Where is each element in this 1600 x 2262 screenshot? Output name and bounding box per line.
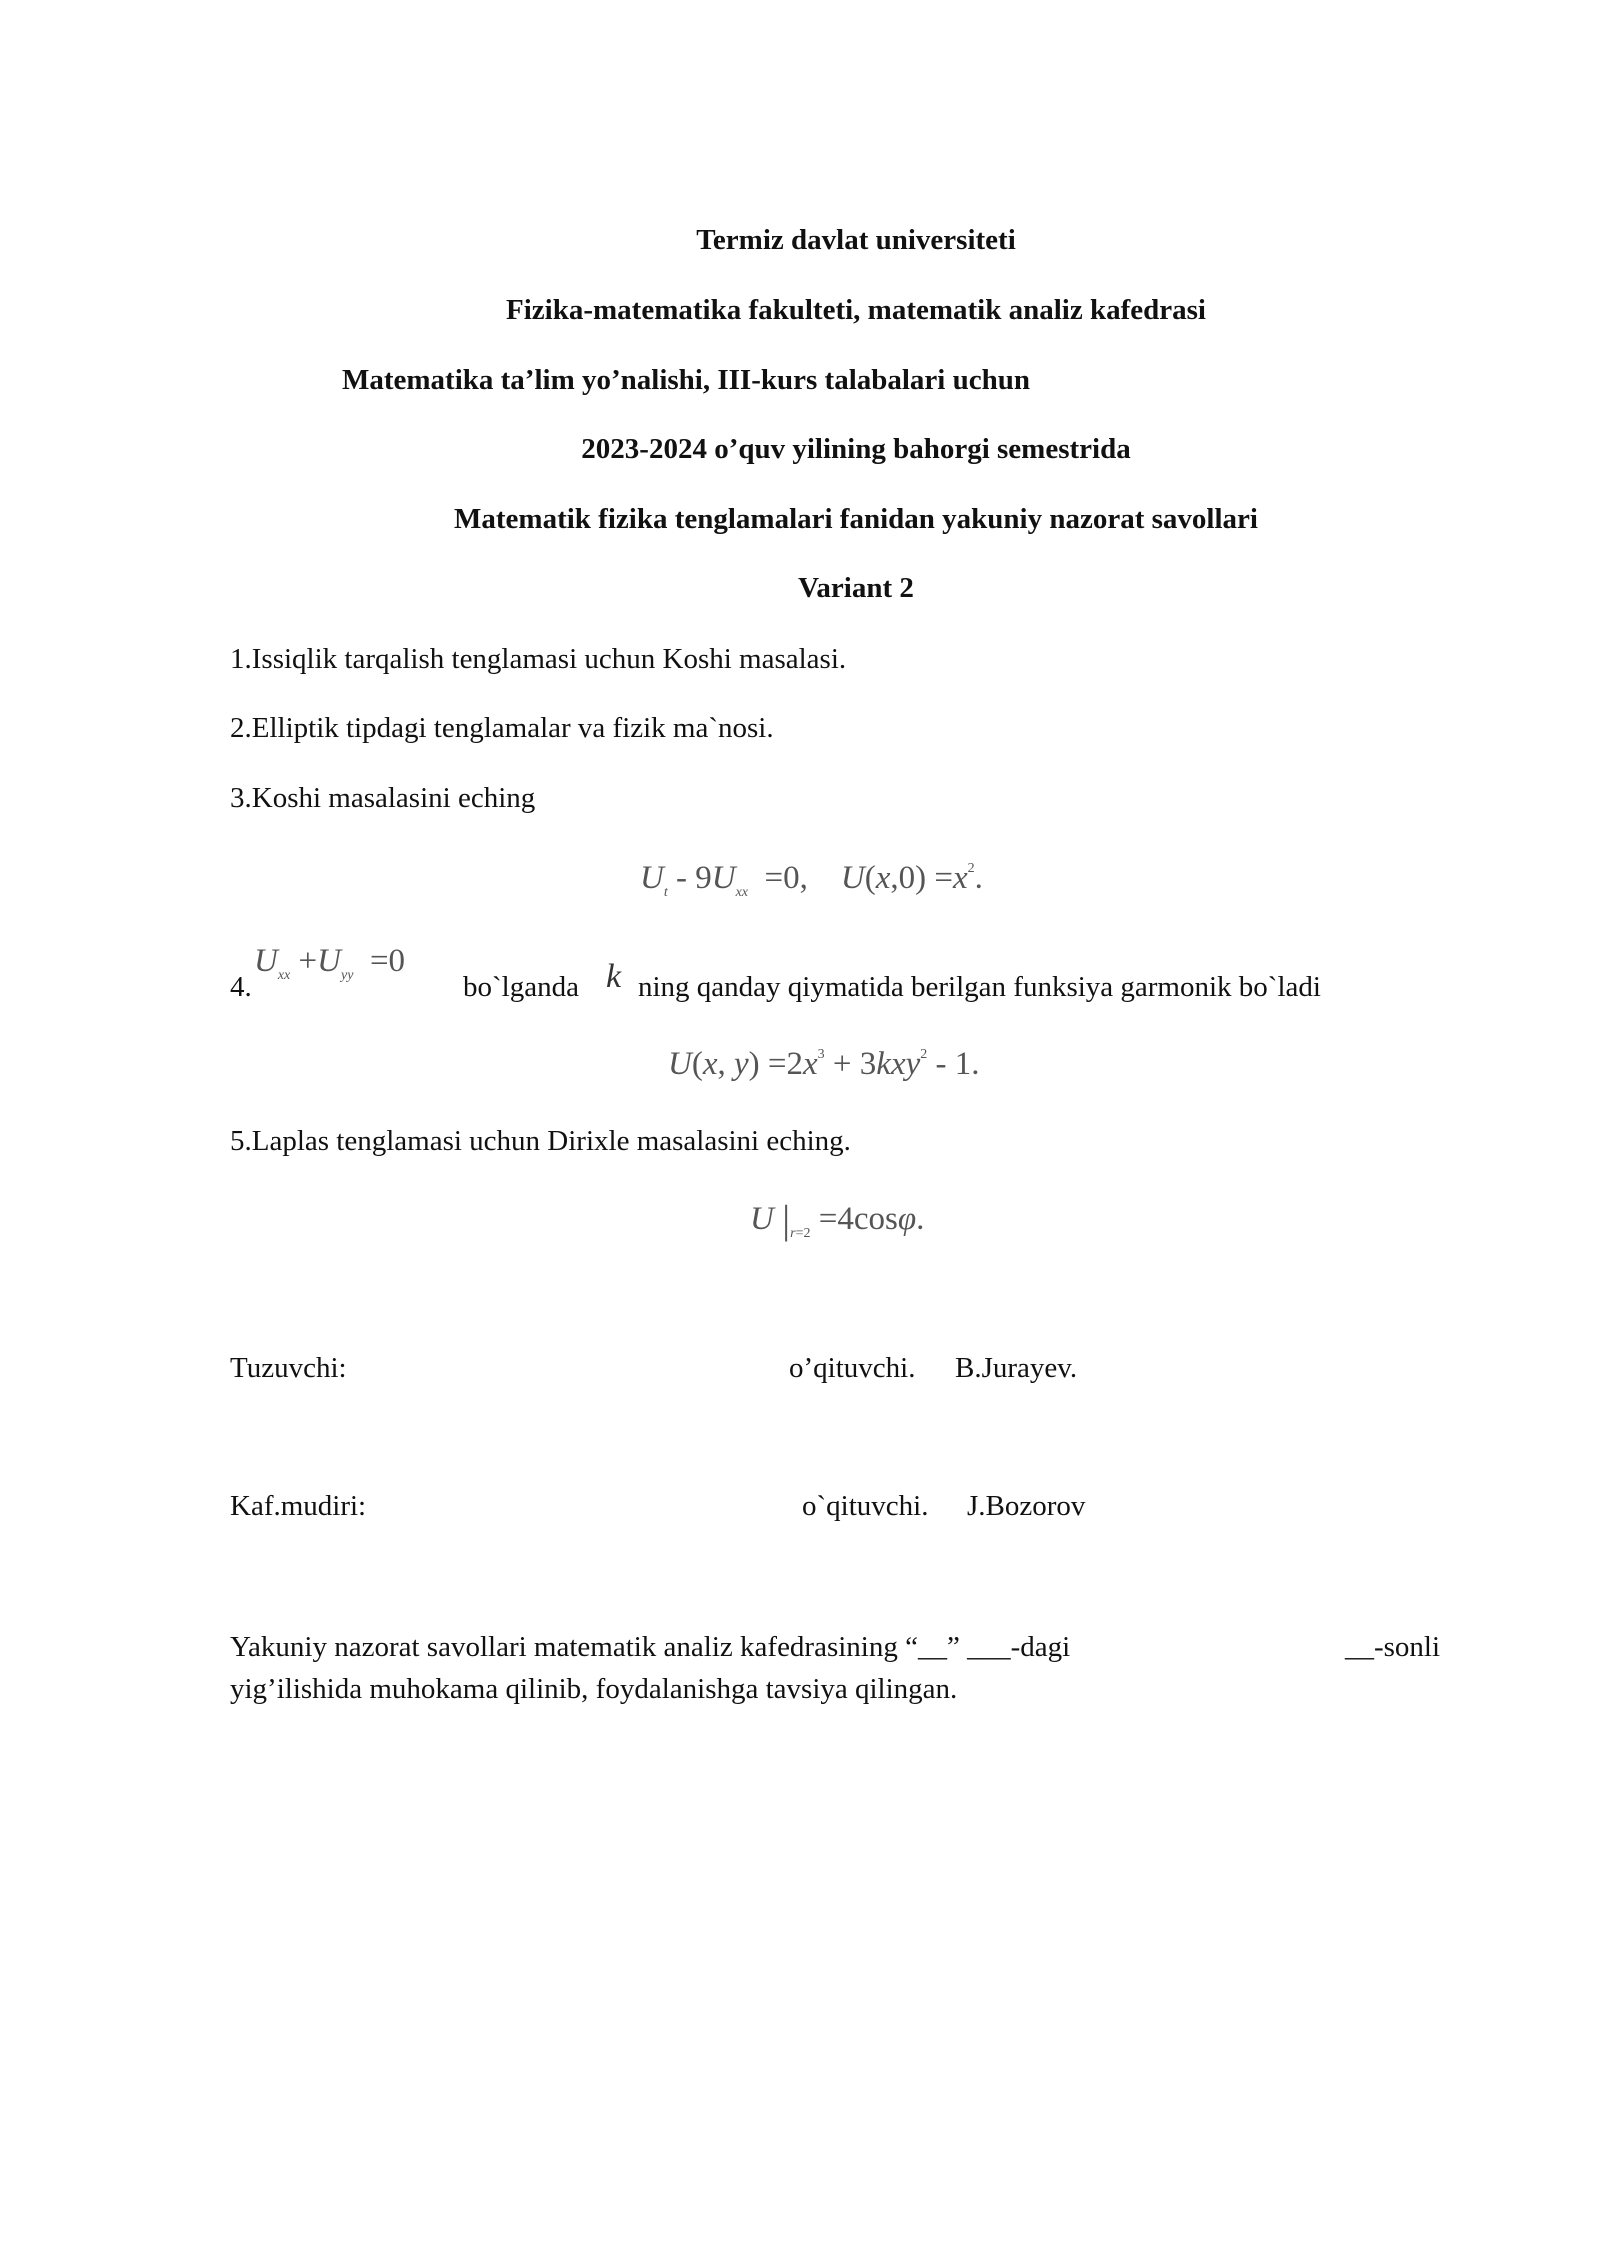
formula-laplace-condition: $U_{xx} +U_{yy} =0$: [254, 943, 406, 983]
approval-note-line2: yig’ilishida muhokama qilinib, foydalanishga tavsiya qilingan.: [230, 1673, 958, 1705]
head-name: J.Bozorov: [967, 1490, 1086, 1522]
question-1: 1.Issiqlik tarqalish tenglamasi uchun Koshi masalasi.: [230, 643, 847, 675]
question-3: 3.Koshi masalasini eching: [230, 782, 536, 814]
formula-dirichlet-boundary: U $|_{r=2} =4\cos\varphi$.: [750, 1197, 925, 1242]
approval-note-line1: Yakuniy nazorat savollari matematik analiz kafedrasining “__” ___-dagi: [230, 1631, 1071, 1663]
semester-title: 2023-2024 o’quv yilining bahorgi semestrida: [581, 433, 1131, 465]
compiler-name: B.Jurayev.: [955, 1352, 1078, 1384]
question-5: 5.Laplas tenglamasi uchun Dirixle masalasini eching.: [230, 1125, 851, 1157]
head-position: o`qituvchi.: [802, 1490, 929, 1522]
compiler-position: o’qituvchi.: [789, 1352, 916, 1384]
variant-title: Variant 2: [798, 572, 914, 604]
question-4-text-a: bo`lganda: [463, 971, 579, 1003]
university-title: Termiz davlat universiteti: [696, 224, 1016, 256]
question-4-text-b: ning qanday qiymatida berilgan funksiya garmonik bo`ladi: [638, 971, 1321, 1003]
question-4-number: 4.: [230, 971, 252, 1003]
question-2: 2.Elliptik tipdagi tenglamalar va fizik ma`nosi.: [230, 712, 774, 744]
faculty-title: Fizika-matematika fakulteti, matematik analiz kafedrasi: [506, 294, 1206, 326]
formula-cauchy-problem: $U_t - 9U_{xx} =0$, $U(x,0) =x^2$.: [640, 860, 983, 900]
compiler-label: Tuzuvchi:: [230, 1352, 347, 1384]
approval-note: [230, 1626, 1440, 1710]
parameter-k: k: [606, 958, 622, 995]
course-title: Matematika ta’lim yo’nalishi, IIІ-kurs talabalari uchun: [342, 364, 1030, 396]
approval-note-number: __-sonli: [1344, 1631, 1440, 1663]
head-label: Kaf.mudiri:: [230, 1490, 367, 1522]
formula-harmonic-function: U(x, $y) =2x^3 + 3kxy^2 - 1$.: [668, 1046, 980, 1082]
subject-title: Matematik fizika tenglamalari fanidan yakuniy nazorat savollari: [454, 503, 1258, 535]
